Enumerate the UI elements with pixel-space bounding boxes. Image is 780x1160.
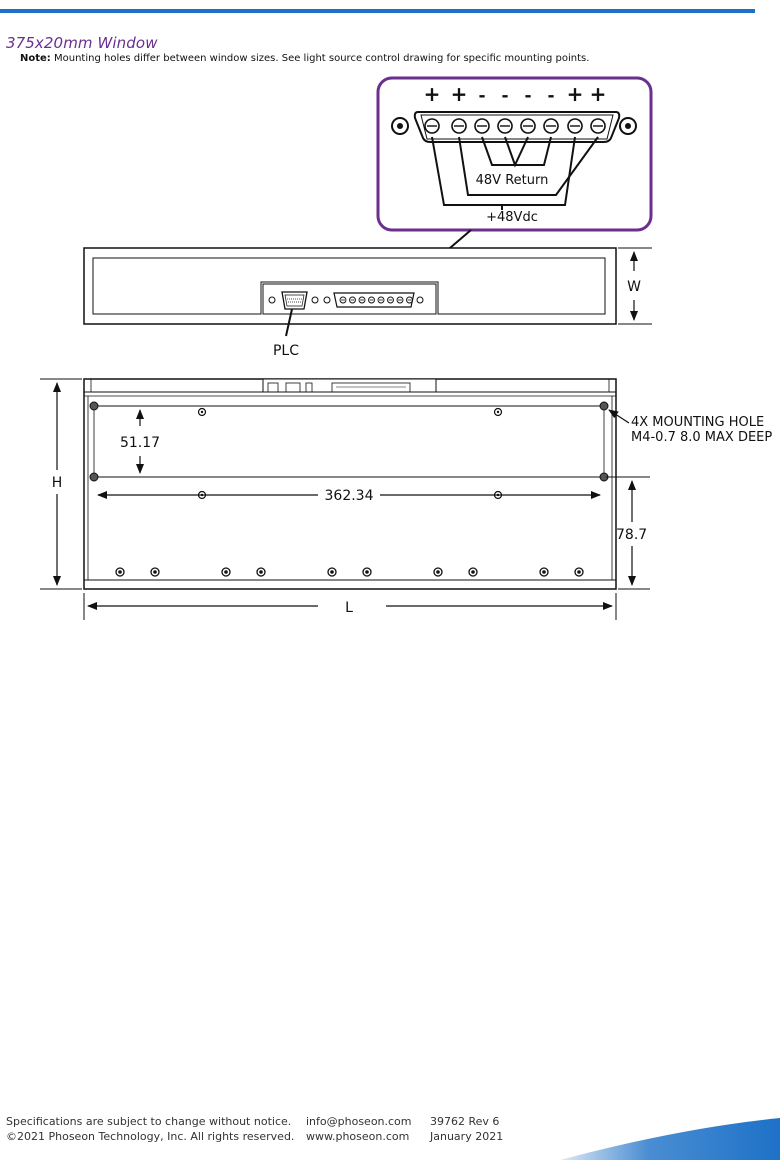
width-dimension-label: W	[627, 279, 641, 295]
footer-email: info@phoseon.com	[306, 1115, 412, 1128]
plc-label: PLC	[272, 343, 300, 359]
height-dimension-label: H	[51, 475, 63, 491]
pin-polarity-label: +	[423, 82, 441, 106]
pin-polarity-label: +	[450, 82, 468, 106]
pin-polarity-label: -	[524, 86, 532, 106]
mounting-note-line2: M4-0.7 8.0 MAX DEEP	[631, 430, 773, 445]
length-dimension-label: L	[345, 600, 353, 616]
page-title: 375x20mm Window	[6, 34, 158, 52]
note-text: Mounting holes differ between window sizes. See light source control drawing for specific mounting points.	[54, 53, 590, 64]
footer-doc-number: 39762 Rev 6	[430, 1115, 500, 1128]
pin-polarity-label: -	[478, 86, 486, 106]
dim-edge-offset: 78.7	[616, 527, 648, 543]
return-label: 48V Return	[475, 173, 549, 188]
footer-copyright: ©2021 Phoseon Technology, Inc. All rights reserved.	[6, 1130, 295, 1143]
footer-date: January 2021	[430, 1130, 504, 1143]
pin-polarity-label: -	[547, 86, 555, 106]
dim-hole-spacing-vertical: 51.17	[119, 435, 161, 451]
pin-polarity-label: +	[589, 82, 607, 106]
footer-website: www.phoseon.com	[306, 1130, 410, 1143]
dim-hole-spacing-horizontal: 362.34	[324, 488, 374, 504]
footer-disclaimer: Specifications are subject to change without notice.	[6, 1115, 292, 1128]
mounting-note-line1: 4X MOUNTING HOLE	[631, 415, 765, 430]
pin-polarity-label: -	[501, 86, 509, 106]
note-label: Note:	[20, 53, 51, 64]
supply-label: +48Vdc	[486, 210, 538, 225]
pin-polarity-label: +	[566, 82, 584, 106]
